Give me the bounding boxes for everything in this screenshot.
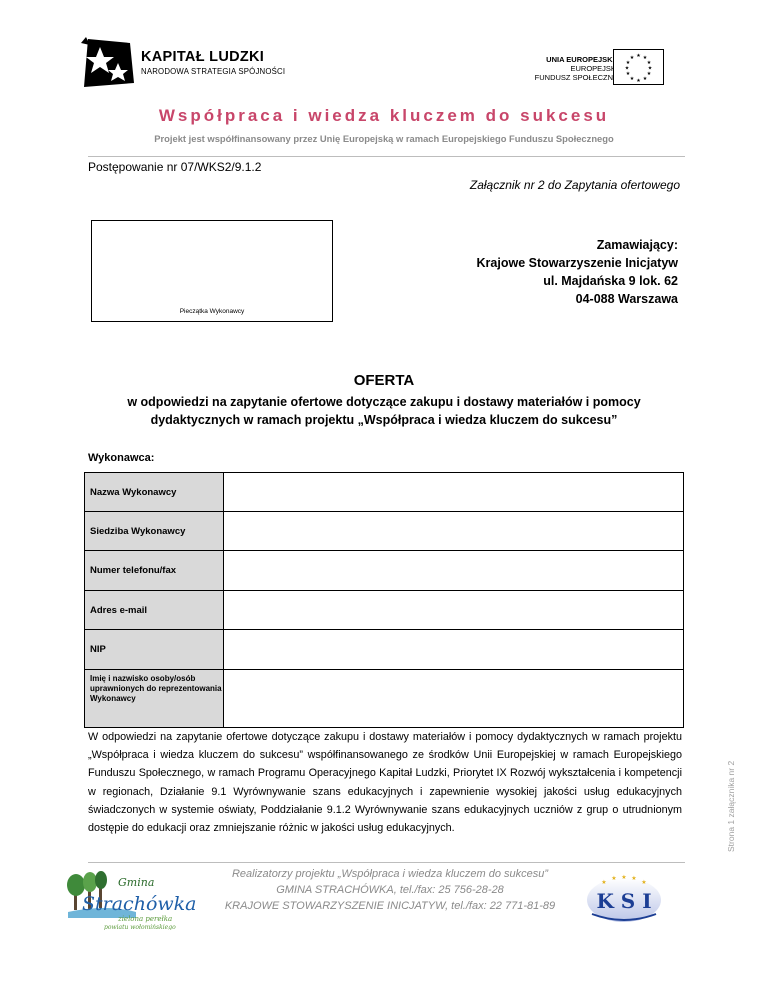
page-side-note: Strona 1 załącznika nr 2 [726, 760, 736, 852]
svg-text:★: ★ [646, 71, 652, 77]
ordering-party [477, 236, 678, 308]
form-field-representative[interactable] [224, 670, 684, 728]
ordering-city: 04-088 Warszawa [575, 292, 678, 306]
ordering-name: Krajowe Stowarzyszenie Inicjatyw [476, 256, 678, 270]
footer-line-2: GMINA STRACHÓWKA, tel./fax: 25 756-28-28 [276, 884, 504, 896]
table-row [85, 591, 684, 630]
eu-line-3: FUNDUSZ SPOŁECZNY [534, 73, 618, 82]
ordering-heading: Zamawiający: [596, 238, 678, 252]
eu-line-2: EUROPEJSKI [570, 64, 618, 73]
eu-line-1: UNIA EUROPEJSKA [546, 55, 618, 64]
svg-text:★: ★ [631, 875, 637, 882]
ksi-logo-icon [584, 870, 664, 925]
svg-text:★: ★ [636, 78, 641, 84]
form-label-name: Nazwa Wykonawcy [85, 473, 224, 512]
ksi-logo-text: K S I [596, 889, 652, 913]
svg-text:★: ★ [621, 874, 627, 881]
form-field-name[interactable] [224, 473, 684, 512]
svg-text:★: ★ [642, 76, 648, 82]
gmina-logo-tag2: powiatu wołomińskiego [104, 924, 176, 930]
gmina-logo-word2: Strachówka [82, 893, 197, 915]
header-divider [88, 156, 685, 157]
form-field-address[interactable] [224, 512, 684, 551]
footer-line-3: KRAJOWE STOWARZYSZENIE INICJATYW, tel./fax: 22 771-81-89 [224, 900, 556, 912]
svg-text:★: ★ [646, 60, 652, 66]
svg-text:★: ★ [636, 53, 641, 59]
contractor-label: Wykonawca: [88, 452, 155, 464]
svg-text:★: ★ [642, 55, 648, 61]
svg-text:★: ★ [629, 55, 635, 61]
form-label-email: Adres e-mail [85, 591, 224, 630]
form-label-representative: Imię i nazwisko osoby/osób uprawnionych do reprezentowania Wykonawcy [85, 670, 224, 728]
offer-title: OFERTA [353, 372, 415, 389]
svg-text:★: ★ [624, 65, 630, 72]
offer-body-text: W odpowiedzi na zapytanie ofertowe dotyczące zakupu i dostawy materiałów i pomocy dydaktycznych w ramach projektu „Współpraca i wiedza kluczem do sukcesu” współfinansowanego ze środków Unii Europejskiej w ramach Europejskiego Funduszu Społecznego, w ramach Programu Operacyjnego Kapitał Ludzki, Priorytet IX Rozwój wykształcenia i kompetencji w regionach, Działanie 9.1 Wyrównywanie szans edukacyjnych i zapewnienie wysokiej jakości usług edukacyjnych świadczonych w systemie oświaty, Poddziałanie 9.1.2 Wyrównywanie szans edukacyjnych uczniów z grup o utrudnionym dostępie do edukacji oraz zmniejszanie różnic w jakości usług edukacyjnych. [88, 731, 682, 835]
footer-line-1: Realizatorzy projektu „Współpraca i wiedza kluczem do sukcesu” [231, 868, 549, 880]
form-label-address: Siedziba Wykonawcy [85, 512, 224, 551]
gmina-logo-tag1: zielona perełka [118, 915, 173, 923]
form-label-nip: NIP [85, 630, 224, 670]
offer-subtitle-line-1: w odpowiedzi na zapytanie ofertowe dotyczące zakupu i dostawy materiałów i pomocy [127, 395, 641, 409]
project-subtitle: Projekt jest współfinansowany przez Unię Europejską w ramach Europejskiego Funduszu Społecznego [154, 133, 614, 144]
svg-text:★: ★ [601, 879, 607, 886]
contractor-stamp-box [91, 220, 333, 322]
contractor-form-table [84, 472, 684, 728]
footer-divider [88, 862, 685, 863]
offer-subtitle [100, 393, 668, 429]
project-title: Współpraca i wiedza kluczem do sukcesu [158, 106, 610, 125]
form-label-phone: Numer telefonu/fax [85, 551, 224, 591]
procedure-number: Postępowanie nr 07/WKS2/9.1.2 [88, 160, 262, 174]
kapital-ludzki-subtitle: NARODOWA STRATEGIA SPÓJNOŚCI [141, 67, 286, 76]
annex-label: Załącznik nr 2 do Zapytania ofertowego [469, 178, 680, 192]
table-row [85, 670, 684, 728]
eu-flag-icon [613, 49, 664, 85]
gmina-logo-word1: Gmina [118, 876, 155, 889]
kapital-ludzki-title: KAPITAŁ LUDZKI [141, 49, 265, 65]
svg-text:★: ★ [625, 71, 631, 77]
table-row [85, 512, 684, 551]
table-row [85, 551, 684, 591]
eu-logo-text [510, 55, 618, 82]
svg-text:★: ★ [629, 76, 635, 82]
form-field-phone[interactable] [224, 551, 684, 591]
ordering-street: ul. Majdańska 9 lok. 62 [543, 274, 678, 288]
form-field-email[interactable] [224, 591, 684, 630]
svg-text:★: ★ [611, 875, 617, 882]
offer-subtitle-line-2: dydaktycznych w ramach projektu „Współpraca i wiedza kluczem do sukcesu” [150, 413, 618, 427]
svg-text:★: ★ [641, 879, 647, 886]
svg-text:★: ★ [625, 60, 631, 66]
gmina-strachowka-logo-icon [66, 870, 216, 930]
stamp-label: Pieczątka Wykonawcy [179, 308, 245, 315]
svg-text:★: ★ [647, 65, 653, 72]
table-row [85, 630, 684, 670]
kapital-ludzki-logo-icon [78, 33, 138, 91]
form-field-nip[interactable] [224, 630, 684, 670]
table-row [85, 473, 684, 512]
footer-realizers [200, 866, 580, 914]
